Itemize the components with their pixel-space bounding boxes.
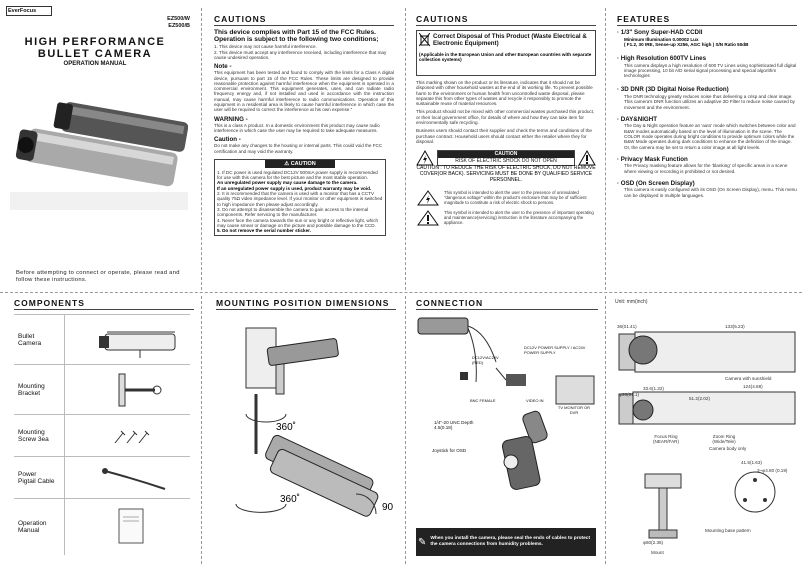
bracket-icon <box>65 370 185 410</box>
fold-line-4 <box>201 296 202 564</box>
fold-line-6 <box>605 296 606 564</box>
components-table <box>14 314 190 555</box>
dim-8: 3~φ4.80 (0.19) <box>757 468 788 473</box>
caution-title: Caution - <box>214 136 241 144</box>
box-item-5: 3. Do not attempt to disassemble the camera to gain access to the internal components. Refer servicing to the manufacturer. <box>217 206 369 218</box>
cable-icon <box>65 463 185 493</box>
model-number <box>167 16 190 30</box>
cautions-panel-2 <box>416 14 596 226</box>
fold-line-3 <box>605 8 606 290</box>
component-label: Mounting Screw 3ea <box>14 415 64 457</box>
warning-title: WARNING - <box>214 115 248 123</box>
model-b: EZ500/B <box>168 23 190 29</box>
feature-6-title: · OSD (On Screen Display) <box>617 179 695 187</box>
cautions-heading-2: CAUTIONS <box>416 14 596 26</box>
feature-6-body: This camera is easily configured with its OSD (On Screen Display), menu. This menu can be displayed in multiple languages. <box>624 187 797 198</box>
note-body: This equipment has been tested and found to comply with the limits for a Class A digital device, pursuant to part 15 of the FCC Rules. These limits are designed to provide reasonable protection against harmful interference when the equipment is operated in a commercial environment. This equipment generates, uses, and can radiate radio frequency energy and, if not installed and used in accordance with the instruction manual, may cause harmful interference to radio communications. Operation of this equipment in a residential area is likely to cause harmful interference in which case the user will be required to correct the interference at his own expense." <box>214 70 394 113</box>
components-panel <box>14 298 194 555</box>
feature-4-title: · DAY&NIGHT <box>617 115 657 123</box>
dim-2: 133(5.23) <box>725 324 745 329</box>
feature-3-body: The DNR technology greatly reduces noise thus delivering a crisp and clear image. This camera's DNR function utilizes an adaptive 3D Filter to reduce noise caused by movement and the environment. <box>624 93 795 110</box>
feature-2 <box>617 55 797 78</box>
symbol-row-2 <box>416 210 596 226</box>
fold-line-1 <box>201 8 202 290</box>
dim-1: 36(01.41) <box>617 324 637 329</box>
features-heading: FEATURES <box>617 14 797 26</box>
cautions-heading-1: CAUTIONS <box>214 14 394 26</box>
feature-5-title: · Privacy Mask Function <box>617 155 688 163</box>
shock-body: CAUTION : TO REDUCE THE RISK OF ELECTRIC SHOCK, DO NOT REMOVE COVER(OR BACK). SERVICING MUST BE DONE BY QUALIFIED SERVICE PERSONNEL. <box>416 165 596 183</box>
lightning-triangle-icon <box>416 150 434 166</box>
dim-7: 41.5(1.63) <box>741 460 762 465</box>
dim-9: φ60(2.36) <box>643 540 664 545</box>
exclamation-triangle-icon <box>578 150 596 166</box>
warning-triangle-icon: ⚠ <box>284 160 290 167</box>
component-image <box>64 315 190 365</box>
label-unc: 1/4"-20 UNC Depth 4.5(0.18) <box>434 420 474 431</box>
install-note-text: When you install the camera, please seal the ends of cables to protect the camera connections from humidity problems. <box>430 536 591 547</box>
bottom-divider <box>0 292 802 293</box>
dim-5: φ28(01.1) <box>619 392 640 397</box>
feature-6 <box>617 180 797 198</box>
connection-heading: CONNECTION <box>416 298 598 310</box>
component-image <box>64 499 190 555</box>
box-item-4: 2. It is recommended that the camera is used with a monitor that has a CCTV quality 75Ω video impedance level. If your monitor or other equipment is switched to high impedance then please adjust accordingly. <box>217 191 383 207</box>
box-item-1: 1. If DC power is used regulated DC12V 500mA power supply is recommended for use with this camera for the best picture and the most stable operation. <box>217 169 378 181</box>
component-row <box>14 315 190 365</box>
fcc-item-1: 1. This device may not cause harmful interference. <box>214 44 317 50</box>
disposal-box <box>416 30 596 76</box>
connection-diagram <box>416 312 598 522</box>
info-icon: ✎ <box>418 536 427 548</box>
box-item-6: 4. Never face the camera towards the sun or any bright or reflective light, which may cause smear or damage on the picture and possible damage to the CCD. <box>217 217 379 228</box>
fold-line-2 <box>405 8 406 290</box>
component-row <box>14 499 190 555</box>
label-bnc: BNC FEMALE <box>470 398 496 403</box>
feature-2-title: · High Resolution 600TV Lines <box>617 55 707 63</box>
bullet-camera-icon <box>65 320 185 360</box>
connection-panel <box>416 298 598 562</box>
disposal-para-3: Business users should contact their supplier and check the terms and conditions of the purchase contract. Household users should contact either the retailer where they for disposal. <box>416 128 592 144</box>
dim-6: 51.2(2.02) <box>689 396 710 401</box>
dimensions-panel <box>615 300 798 564</box>
caption-body-only: Camera body only <box>709 446 747 451</box>
title-line-1: HIGH PERFORMANCE <box>24 36 166 48</box>
feature-3-title: · 3D DNR (3D Digital Noise Reduction) <box>617 86 729 94</box>
caution-box-label: CAUTION <box>290 160 316 167</box>
disposal-title: Correct Disposal of This Product (Waste Electrical & Electronic Equipment) <box>433 33 587 47</box>
symbol-row-1 <box>416 190 596 206</box>
label-joystick: Joystick for OSD <box>432 448 467 453</box>
cover-title <box>10 36 180 67</box>
feature-1 <box>617 29 797 47</box>
caution-box <box>214 159 386 237</box>
zoom-ring-label: Zoom Ring (Wide/Tele) <box>712 434 736 445</box>
symbol-desc-1: This symbol is intended to alert the user to the presence of uninsulated "dangerous voltage" within the product's enclosure that may be of sufficient magnitude to constitute a risk of electric shock to persons. <box>444 189 587 205</box>
component-image <box>64 365 190 415</box>
components-heading: COMPONENTS <box>14 298 194 310</box>
feature-1-title: · 1/3" Sony Super-HAD CCDII <box>617 29 703 36</box>
symbol-desc-2: This symbol is intended to alert the user to the presence of important operating and maintenance(servicing) instruction in the literature accompanying the appliance. <box>444 209 594 225</box>
feature-3 <box>617 86 797 109</box>
disposal-para-1: This marking shown on the product or its literature, indicates that it should not be disposed with other household wastes at the end of its working life. To prevent possible harm to the environment or human health from uncontrolled waste disposal, please separate this from other types of wastes and recycle it responsibly to promote the sustainable reuse of material resources. <box>416 80 593 107</box>
screws-icon <box>65 421 185 451</box>
shock-line: RISK OF ELECTRIC SHOCK DO NOT OPEN <box>455 158 557 165</box>
caption-base-pattern: Mounting base pattern <box>705 528 751 533</box>
fcc-statement: This device complies with Part 15 of the FCC Rules. Operation is subject to the following two conditions; <box>214 29 379 44</box>
component-label: Mounting Bracket <box>14 365 64 415</box>
component-row <box>14 457 190 499</box>
mounting-heading: MOUNTING POSITION DIMENSIONS <box>216 298 396 310</box>
angle-label-1: 360˚ <box>276 422 297 433</box>
component-row <box>14 365 190 415</box>
label-video-in: VIDEO IN <box>526 398 544 403</box>
unit-label: Unit: mm(inch) <box>615 299 648 305</box>
disposal-para-2: This product should not be mixed with other commercial wastes purchased this product, or their local government office, for details of where and how they can take item for environmentally safe recycling. <box>416 109 595 126</box>
component-image <box>64 457 190 499</box>
caution-box-title <box>265 160 335 168</box>
component-image <box>64 415 190 457</box>
angle-label-2: 360˚ <box>280 494 301 505</box>
feature-1-body: Minimum Illumination 0.00002 Lux ( F1.2, 30 IRE, Sense-up X256, AGC high ) S/N Ratio 50dB <box>624 36 749 47</box>
box-item-7: 5. Do not remove the serial number sticker. <box>217 228 311 234</box>
dimension-drawings <box>615 314 798 554</box>
install-note <box>416 528 596 556</box>
component-row <box>14 415 190 457</box>
mounting-panel <box>216 298 396 574</box>
logo-text: EverFocus <box>8 8 37 14</box>
subtitle: OPERATION MANUAL <box>63 61 127 67</box>
caption-sunshield: Camera with sunshield <box>725 376 772 381</box>
feature-4-body: The Day & Night operation feature an 'auto' mode which switches between color and B&W modes automatically based on the level of illumination in the scene. The COLOR mode operates during bright conditions to provide optimum colors while the B&W Mode operates during dark conditions to enhance the definition of the image. Or, the camera may be set to return a color image at all light levels. <box>624 123 796 150</box>
component-label: Bullet Camera <box>14 315 64 365</box>
feature-5 <box>617 156 797 174</box>
camera-photo <box>10 90 188 210</box>
logo <box>6 6 52 16</box>
focus-ring-label: Focus Ring (NEAR/FAR) <box>652 434 680 445</box>
manual-icon <box>65 505 185 549</box>
lightning-symbol-icon <box>416 190 440 206</box>
feature-2-body: This camera displays a high resolution of 600 TV Lines using sophisticated full digital image processing, 10 bit A/D serial signal processing and special algorithm technologies <box>624 62 797 79</box>
model-w: EZ500/W <box>167 16 190 22</box>
title-line-2: BULLET CAMERA <box>37 48 153 60</box>
label-tv-monitor: TV MONITOR OR DVR <box>557 405 591 415</box>
dim-4: 124(4.88) <box>743 384 763 389</box>
features-panel <box>617 14 797 198</box>
box-item-3: If an unregulated power supply is used, product warranty may be void. <box>217 185 372 191</box>
box-item-2: An unregulated power supply may cause damage to the camera. <box>217 180 358 186</box>
wheelie-bin-icon <box>419 33 430 47</box>
disposal-subtitle: (Applicable in the European Union and other European countries with separate collection systems) <box>419 52 592 63</box>
caution-body: Do not make any changes to the housing or internal parts. This could void the FCC certification and may void the warranty. <box>214 143 383 154</box>
label-power-supply: DC12V POWER SUPPLY / AC24V POWER SUPPLY <box>524 345 586 355</box>
mounting-diagram <box>216 314 396 574</box>
fold-line-5 <box>405 296 406 564</box>
angle-label-3: 90 <box>382 502 394 513</box>
caption-mount: Mount <box>651 550 664 555</box>
shock-warning <box>416 150 596 166</box>
warning-body: This is a class A product. In a domestic environment this product may cause radio interference in which case the user may be required to take adequate measures. <box>214 122 380 133</box>
label-dc-power: DC12V/AC24V (RED) <box>472 355 499 365</box>
feature-4 <box>617 116 797 150</box>
cover-note: Before attempting to connect or operate, please read and follow these instructions. <box>16 270 180 283</box>
shock-title: CAUTION <box>438 151 574 158</box>
component-label: Operation Manual <box>14 499 64 555</box>
shock-box <box>437 150 575 166</box>
feature-5-body: The Privacy masking feature allows for the 'blanking' of specific areas in a scene where viewing or recording is prohibited or not desired. <box>624 163 788 174</box>
fcc-item-2: 2. This device must accept any interference received, including interference that may cause undesired operation. <box>214 49 387 60</box>
dim-3: 33.6(1.32) <box>643 386 664 391</box>
exclamation-symbol-icon <box>416 210 440 226</box>
cautions-panel-1 <box>214 14 394 236</box>
component-label: Power Pigtail Cable <box>14 457 64 499</box>
note-title: Note - <box>214 63 232 71</box>
